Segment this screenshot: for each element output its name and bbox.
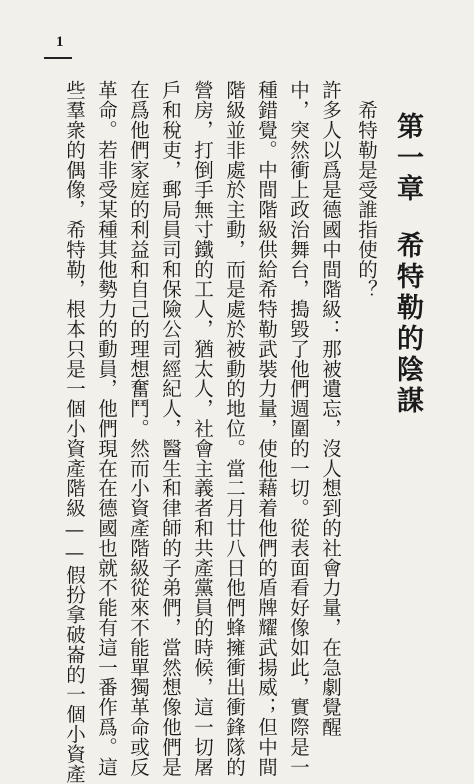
page-number: 1 bbox=[56, 34, 64, 50]
chapter-heading bbox=[388, 112, 427, 417]
text-column-1: 希特勒是受誰指使的？ bbox=[355, 100, 378, 299]
text-column-8: 在爲他們家庭的利益和自己的理想奮鬥。然而小資產階級從來不能單獨革命或反 bbox=[127, 80, 150, 777]
text-column-10: 些羣衆的偶像，希特勒，根本只是一個小資產階級——假扮拿破崙的一個小資產 bbox=[63, 80, 86, 784]
text-column-4: 種錯覺。中間階級供給希特勒武裝力量，使他藉着他們的盾牌耀武揚威；但中間 bbox=[255, 80, 278, 777]
text-column-3: 中，突然衝上政治舞台，搗毀了他們週圍的一切。從表面看好像如此，實際是一 bbox=[287, 80, 310, 777]
chapter-number: 第一章 bbox=[392, 112, 423, 205]
text-column-9: 革命。若非受某種其他勢力的動員，他們現在在德國也就不能有這一番作爲。這 bbox=[95, 80, 118, 777]
text-column-5: 階級並非處於主動，而是處於被動的地位。當二月廿八日他們蜂擁衝出衝鋒隊的 bbox=[223, 80, 246, 777]
header-rule bbox=[44, 57, 72, 59]
text-column-2: 許多人以爲是德國中間階級：那被遺忘，沒人想到的社會力量，在急劇覺醒 bbox=[319, 80, 342, 737]
text-column-6: 營房，打倒手無寸鐵的工人，猶太人，社會主義者和共產黨員的時候，這一切屠 bbox=[191, 80, 214, 777]
text-column-7: 戶和稅吏，郵局員司和保險公司經紀人，醫生和律師的子弟們，當然想像他們是 bbox=[159, 80, 182, 777]
chapter-subtitle: 希特勒的陰謀 bbox=[392, 231, 423, 417]
